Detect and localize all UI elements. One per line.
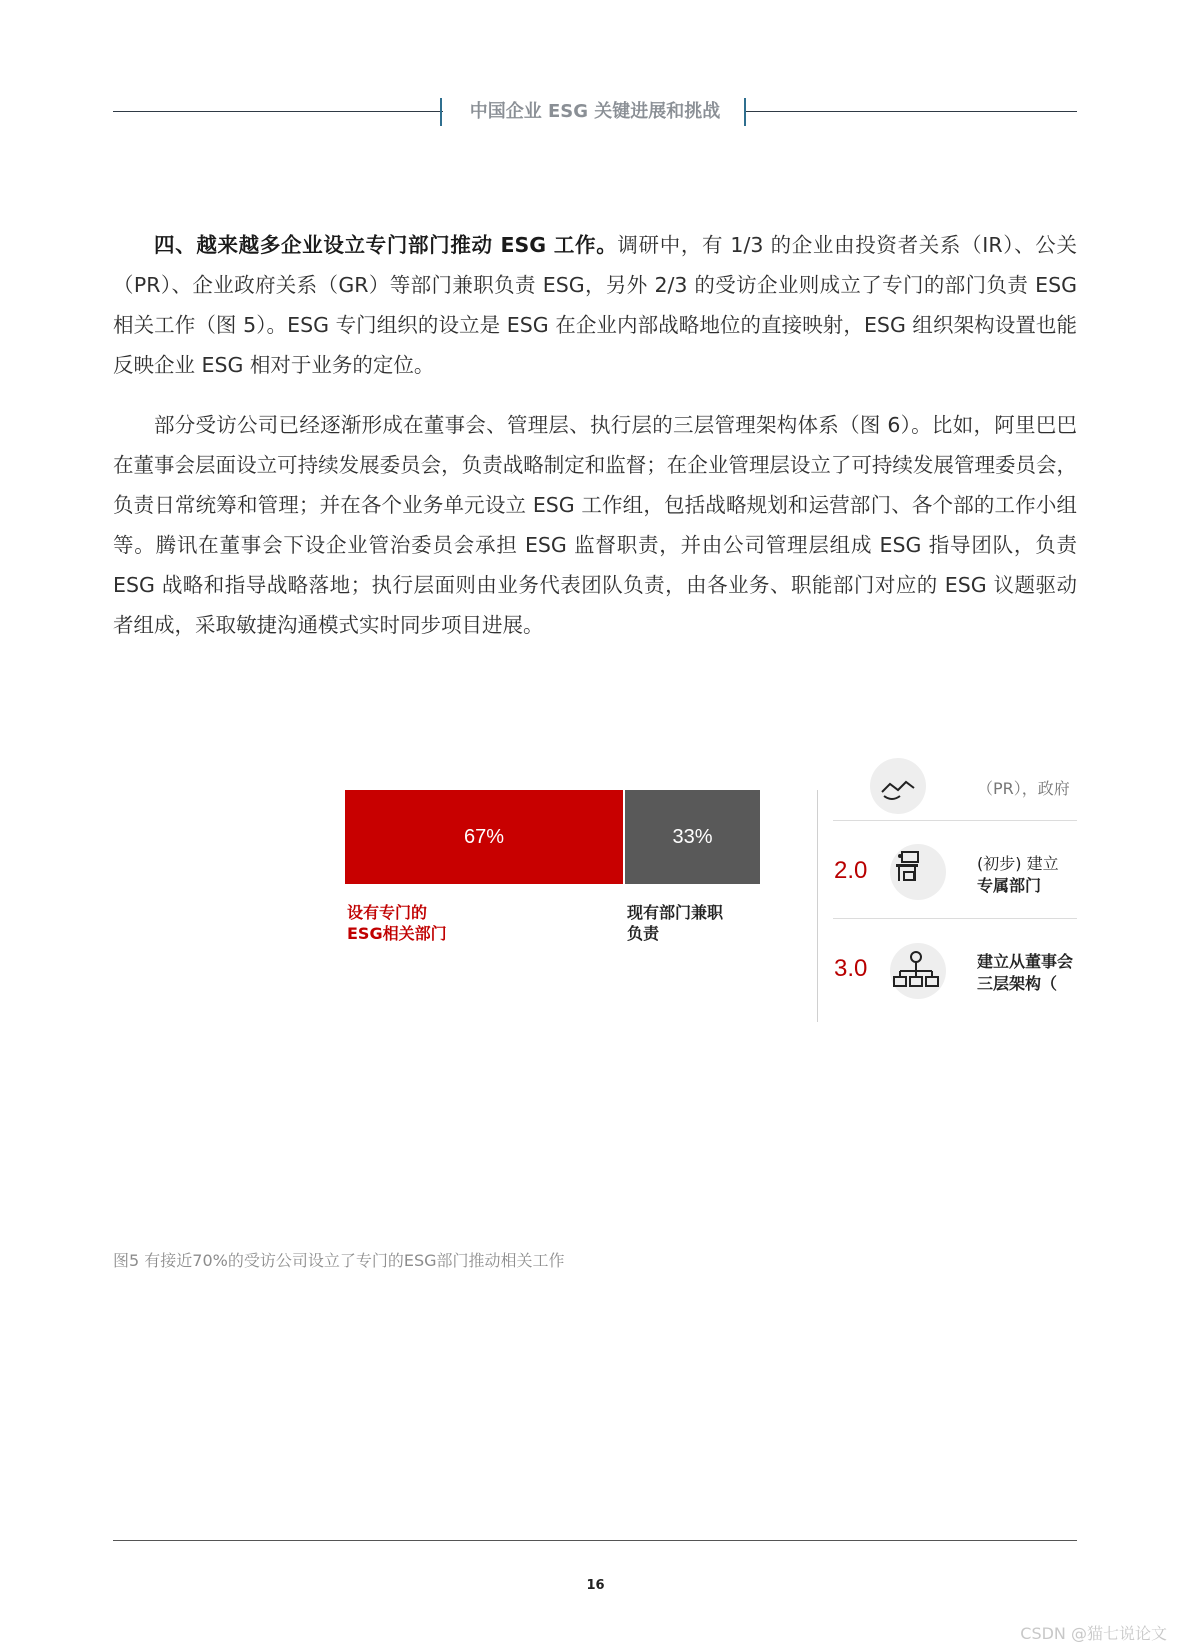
paragraph-1-body: 调研中，有 1/3 的企业由投资者关系（IR）、公关（PR）、企业政府关系（GR）等部门兼职负责 ESG，另外 2/3 的受访企业则成立了专门的部门负责 ESG 相关工作（图 5）。ESG 专门组织的设立是 ESG 在企业内部战略地位的直接映射，ESG 组织架构设置也能反映企业 ESG 相对于业务的定位。 — [113, 233, 1077, 377]
header-tick-left — [440, 98, 442, 126]
level-separator — [833, 820, 1077, 821]
level-3-number: 3.0 — [834, 955, 868, 982]
page-header-title: 中国企业 ESG 关键进展和挑战 — [469, 101, 721, 122]
office-desk-icon — [890, 844, 946, 900]
paragraph-2: 部分受访公司已经逐渐形成在董事会、管理层、执行层的三层管理架构体系（图 6）。比如，阿里巴巴在董事会层面设立可持续发展委员会，负责战略制定和监督；在企业管理层设立了可持续发展管理委员会，负责日常统筹和管理；并在各个业务单元设立 ESG 工作组，包括战略规划和运营部门、各个部的工作小组等。腾讯在董事会下设企业管治委员会承担 ESG 监督职责，并由公司管理层组成 ESG 指导团队，负责 ESG 战略和指导战略落地；执行层面则由业务代表团队负责，由各业务、职能部门对应的 ESG 议题驱动者组成，采取敏捷沟通模式实时同步项目进展。 — [113, 413, 1077, 637]
page-number: 16 — [586, 1578, 605, 1593]
paragraph-1-lead: 四、越来越多企业设立专门部门推动 ESG 工作。 — [154, 233, 618, 257]
level-1-text: （PR），政府 — [977, 779, 1070, 798]
level-separator — [833, 918, 1077, 919]
level-3-line1: 建立从董事会 — [977, 952, 1074, 971]
bar-parttime-dept — [625, 790, 760, 884]
bar-parttime-value: 33% — [672, 826, 713, 848]
bar-dedicated-value: 67% — [463, 826, 505, 848]
bar-parttime-label: 现有部门兼职 负责 — [627, 903, 724, 943]
figure-caption: 图5 有接近70%的受访公司设立了专门的ESG部门推动相关工作 — [113, 1251, 565, 1270]
level-2-number: 2.0 — [834, 857, 868, 884]
org-chart-icon — [890, 943, 946, 999]
header-rule-left — [113, 111, 443, 112]
panel-divider — [817, 790, 818, 1022]
watermark: CSDN @猫七说论文 — [1020, 1624, 1167, 1643]
bar-dedicated-dept — [345, 790, 623, 884]
bar-dedicated-label: 设有专门的 ESG相关部门 — [347, 903, 447, 943]
paragraph-1 — [113, 225, 1077, 385]
level-3-line2: 三层架构（ — [977, 974, 1058, 993]
footer-rule — [113, 1540, 1077, 1541]
header-rule-right — [746, 111, 1077, 112]
header-tick-right — [744, 98, 746, 126]
level-2-line2: 专属部门 — [977, 876, 1042, 895]
handshake-icon — [870, 758, 926, 814]
level-2-line1: (初步) 建立 — [977, 854, 1059, 873]
level-2-text — [977, 853, 1077, 897]
level-3-text — [977, 951, 1077, 995]
